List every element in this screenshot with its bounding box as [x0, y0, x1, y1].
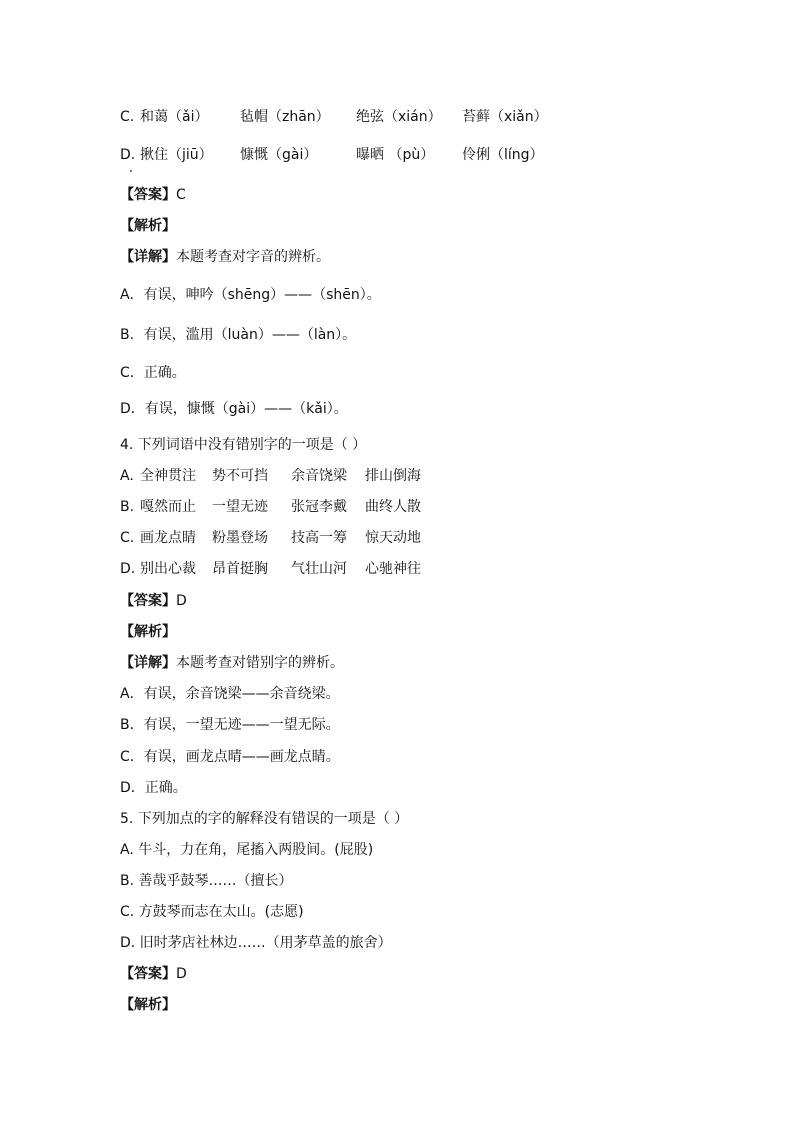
option-item: 和蔼（ǎi） [140, 109, 209, 125]
option-label: D. [120, 147, 136, 163]
option-item: 伶俐（líng） [462, 147, 544, 163]
option-item: 昂首挺胸 [212, 561, 268, 577]
q3-explanation-b: B．有误，滥用（luàn）——（làn）。 [120, 327, 357, 343]
q5-option-c: C. 方鼓琴而志在太山。(志愿) [120, 904, 304, 920]
option-item: 心驰神往 [365, 561, 421, 577]
option-label: D. [120, 561, 136, 577]
option-label: B. [120, 499, 135, 515]
q4-explanation-a: A．有误，余音饶梁——余音绕梁。 [120, 686, 340, 702]
option-label: A. [120, 468, 134, 484]
answer-value: D [176, 593, 187, 609]
q3-explanation-a: A．有误，呻吟（shēng）——（shēn）。 [120, 287, 381, 303]
answer-value: D [176, 966, 187, 982]
q4-analysis-tag: 【解析】 [120, 624, 176, 640]
q4-stem: 4. 下列词语中没有错别字的一项是（ ） [120, 437, 367, 453]
q4-answer [120, 590, 187, 612]
option-item: 全神贯注 [140, 468, 196, 484]
option-item: 画龙点睛 [140, 530, 196, 546]
detail-tag: 【详解】 [120, 655, 176, 671]
q4-explanation-b: B．有误，一望无迹——一望无际。 [120, 717, 340, 733]
q3-explanation-d: D．有误，慷慨（gài）——（kǎi）。 [120, 401, 348, 417]
detail-tag: 【详解】 [120, 249, 176, 265]
option-item: 一望无迹 [212, 499, 268, 515]
option-label: C. [120, 109, 135, 125]
answer-value: C [176, 187, 186, 203]
option-item: 余音饶梁 [291, 468, 347, 484]
detail-text: 本题考查对字音的辨析。 [176, 249, 330, 265]
q3-answer [120, 184, 186, 206]
option-item: 曝晒 （pù） [356, 147, 435, 163]
q4-explanation-d: D．正确。 [120, 780, 187, 796]
option-item: 技高一筹 [291, 530, 347, 546]
q3-detail [120, 246, 330, 268]
q5-option-a: A. 牛斗，力在角，尾搐入两股间。(屁股) [120, 842, 374, 858]
q5-option-d: D. 旧时茅店社林边……（用茅草盖的旅舍） [120, 935, 392, 951]
option-item: 惊天动地 [365, 530, 421, 546]
option-item: 粉墨登场 [212, 530, 268, 546]
option-item: 揪住（jiū） [140, 147, 213, 163]
option-item: 张冠李戴 [291, 499, 347, 515]
stray-dot [130, 170, 132, 172]
q5-option-b: B. 善哉乎鼓琴……（擅长） [120, 873, 293, 889]
answer-tag: 【答案】 [120, 593, 176, 609]
option-item: 绝弦（xián） [356, 109, 442, 125]
option-item: 势不可挡 [212, 468, 268, 484]
q4-detail [120, 652, 344, 674]
option-item: 曲终人散 [365, 499, 421, 515]
option-item: 嘎然而止 [140, 499, 196, 515]
q5-answer [120, 963, 187, 985]
option-item: 苔藓（xiǎn） [462, 109, 548, 125]
option-label: C. [120, 530, 135, 546]
option-item: 排山倒海 [365, 468, 421, 484]
q3-explanation-c: C．正确。 [120, 365, 186, 381]
option-item: 慷慨（gài） [240, 147, 318, 163]
option-item: 毡帽（zhān） [240, 109, 330, 125]
q5-analysis-tag: 【解析】 [120, 997, 176, 1013]
q3-analysis-tag: 【解析】 [120, 218, 176, 234]
option-item: 别出心裁 [140, 561, 196, 577]
q4-explanation-c: C．有误，画龙点晴——画龙点睛。 [120, 749, 340, 765]
q5-stem: 5. 下列加点的字的解释没有错误的一项是（ ） [120, 811, 409, 827]
option-item: 气壮山河 [291, 561, 347, 577]
detail-text: 本题考查对错别字的辨析。 [176, 655, 344, 671]
answer-tag: 【答案】 [120, 966, 176, 982]
answer-tag: 【答案】 [120, 187, 176, 203]
